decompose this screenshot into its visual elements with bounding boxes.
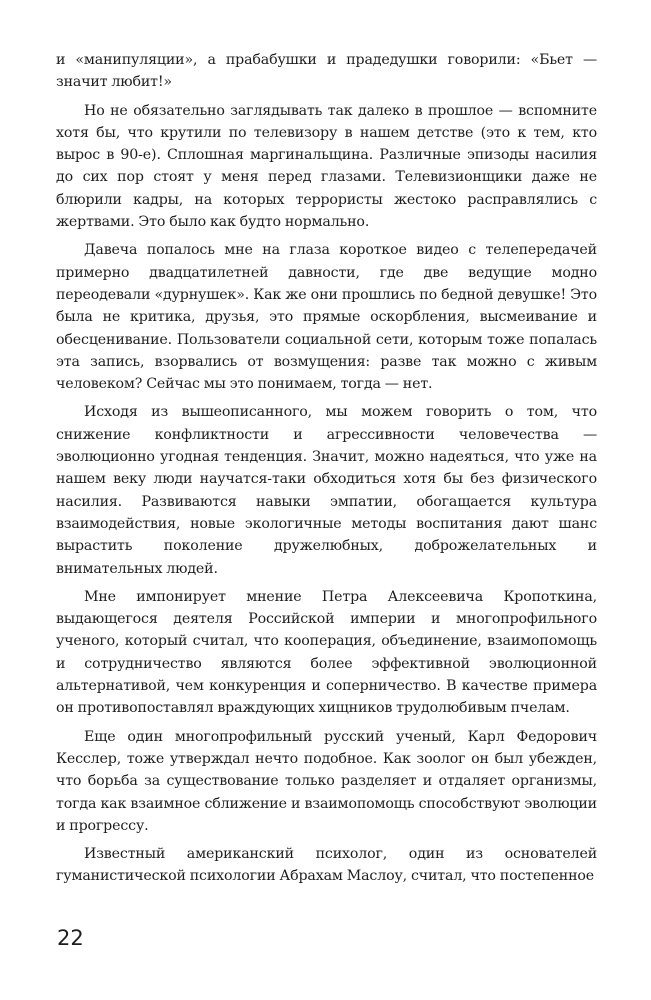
paragraph-6: Еще один многопрофильный русский ученый, Карл Федорович Кесслер, тоже утверждал нечто подобное. Как зоолог он был убежден, что борьба за существование только разделяет и отдаляет организмы, тогда как взаимное сближение и взаимопомощь способствуют эволюции и прогрессу. bbox=[56, 728, 597, 834]
paragraph-7: Известный американский психолог, один из основателей гуманистической психологии Абрахам Маслоу, считал, что постепенное bbox=[56, 846, 597, 885]
page-number: 22 bbox=[57, 926, 84, 950]
paragraph-2: Но не обязательно заглядывать так далеко в прошлое — вспомните хотя бы, что крутили по телевизору в нашем детстве (это к тем, кто вырос в 90-е). Сплошная маргинальщина. Различные эпизоды насилия до сих пор стоят у меня перед глазами. Телевизионщики даже не блюрили кадры, на которых террористы жестоко расправлялись с жертвами. Это было как будто нормально. bbox=[56, 102, 597, 231]
paragraph-1: и «манипуляции», а прабабушки и прадедушки говорили: «Бьет — значит любит!» bbox=[56, 52, 597, 91]
paragraph-5: Мне импонирует мнение Петра Алексеевича Кропоткина, выдающегося деятеля Российской империи и многопрофильного ученого, который считал, что кооперация, объединение, взаимопомощь и сотрудничество являются более эффективной эволюционной альтернативой, чем конкуренция и соперничество. В качестве примера он противопоставлял враждующих хищников трудолюбивым пчелам. bbox=[56, 588, 597, 717]
paragraph-4: Исходя из вышеописанного, мы можем говорить о том, что снижение конфликтности и агрессивности человечества — эволюционно угодная тенденция. Значит, можно надеяться, что уже на нашем веку люди научатся-таки обходиться хотя бы без физического насилия. Развиваются навыки эмпатии, обогащается культура взаимодействия, новые экологичные методы воспитания дают шанс вырастить поколение дружелюбных, доброжелательных и внимательных людей. bbox=[56, 404, 597, 577]
page-body bbox=[56, 49, 597, 888]
paragraph-3: Давеча попалось мне на глаза короткое видео с телепередачей примерно двадцатилетней давности, где две ведущие модно переодевали «дурнушек». Как же они прошлись по бедной девушке! Это была не критика, друзья, это прямые оскорбления, высмеивание и обесценивание. Пользователи социальной сети, которым тоже попалась эта запись, взорвались от возмущения: разве так можно с живым человеком? Сейчас мы это понимаем, тогда — нет. bbox=[56, 242, 597, 393]
